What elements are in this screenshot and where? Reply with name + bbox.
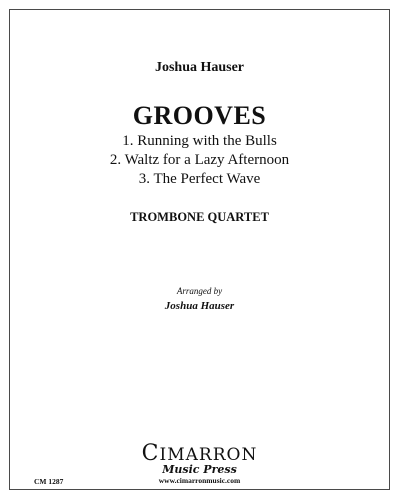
movement-list [10, 132, 389, 189]
piece-title: GROOVES [132, 101, 267, 130]
composer-name: Joshua Hauser [154, 60, 245, 75]
catalog-number: CM 1287 [34, 477, 64, 486]
publisher-subtitle: Music Press [162, 463, 237, 476]
movement-item: 2. Waltz for a Lazy Afternoon [109, 152, 290, 168]
publisher-url: www.cimarronmusic.com [158, 476, 241, 485]
ensemble-label: TROMBONE QUARTET [130, 210, 269, 224]
arranger-name: Joshua Hauser [164, 300, 235, 312]
score-cover [9, 9, 390, 490]
arranged-by-label: Arranged by [176, 286, 223, 296]
publisher-logo [10, 441, 389, 485]
movement-item: 3. The Perfect Wave [138, 171, 261, 187]
publisher-name-initial: C [141, 441, 160, 466]
publisher-name [10, 441, 389, 466]
movement-item: 1. Running with the Bulls [122, 133, 277, 149]
publisher-name-rest: IMARRON [159, 445, 258, 465]
